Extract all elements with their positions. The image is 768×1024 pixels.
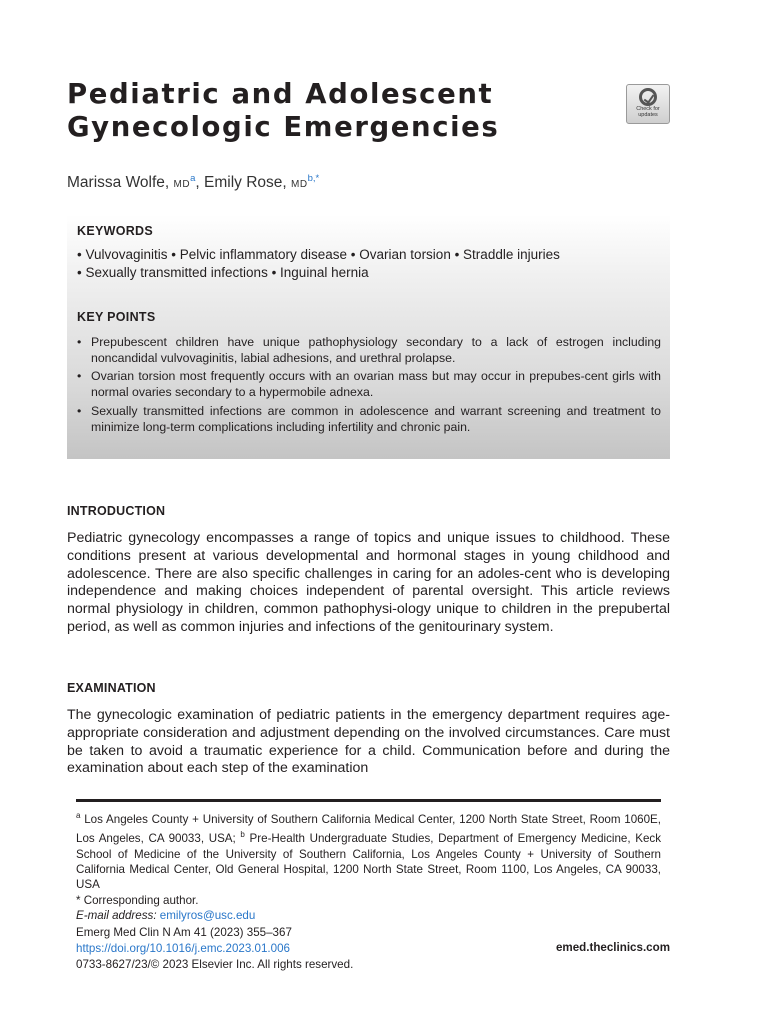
keywords-keypoints-box xyxy=(67,215,670,459)
key-point-item: • Sexually transmitted infections are common in adolescence and warrant screening and treatment to minimize long-term complications including infertility and chronic pain. xyxy=(77,404,661,436)
author-1-degree: MD xyxy=(173,179,191,191)
author-1-name: Marissa Wolfe, xyxy=(67,174,174,192)
email-link[interactable]: emilyros@usc.edu xyxy=(159,909,256,923)
key-point-item: • Ovarian torsion most frequently occurs with an ovarian mass but may occur in prepubes-cent girls with normal ovaries secondary to a hypermobile adnexa. xyxy=(77,369,661,401)
affiliation-b: Pre-Health Undergraduate Studies, Department of Emergency Medicine, Keck School of Medicine of the University of Southern California, Los Angeles County + University of Southern California Medical Center, Old General Hospital, 1200 North State Street, Room 1100, Los Angeles, CA 90033, USA xyxy=(76,832,662,892)
affiliations xyxy=(76,808,661,893)
key-points-heading: KEY POINTS xyxy=(77,310,156,324)
author-2-degree: MD xyxy=(291,179,308,191)
introduction-paragraph: Pediatric gynecology encompasses a range of topics and unique issues to childhood. These conditions present at various developmental and hormonal stages in young childhood and adolescence. There are also specific challenges in caring for an adoles-cent who is developing independence and making choices independent of parental oversight. This article reviews normal physiology in children, common pathophysi-ology unique to children in the prepubertal period, as well as common injuries and infections of the genitourinary system. xyxy=(67,530,670,635)
author-2-affiliation-link[interactable]: b,* xyxy=(307,173,320,184)
key-point-item: • Prepubescent children have unique pathophysiology secondary to a lack of estrogen including noncandidal vulvovaginitis, labial adhesions, and urethral prolapse. xyxy=(77,335,661,367)
article-title xyxy=(67,78,587,144)
check-updates-icon xyxy=(639,88,657,106)
author-2-name: Emily Rose, xyxy=(204,174,292,192)
key-points-list xyxy=(77,335,661,438)
affiliation-a-marker: a xyxy=(76,811,81,820)
badge-label-1: Check for xyxy=(636,106,660,112)
keywords-line-2: • Sexually transmitted infections • Inguinal hernia xyxy=(77,264,369,280)
keywords-line-1: • Vulvovaginitis • Pelvic inflammatory disease • Ovarian torsion • Straddle injuries xyxy=(77,247,560,262)
keywords-heading: KEYWORDS xyxy=(77,224,154,238)
author-line xyxy=(67,173,319,192)
journal-info xyxy=(76,925,353,973)
title-line-1: Pediatric and Adolescent xyxy=(67,78,494,110)
keywords-list xyxy=(77,246,667,281)
affiliation-b-marker: b xyxy=(240,830,245,840)
copyright-line: 0733-8627/23/© 2023 Elsevier Inc. All rights reserved. xyxy=(76,958,354,971)
footnote-divider xyxy=(76,799,661,802)
examination-heading: EXAMINATION xyxy=(67,681,156,695)
email-line xyxy=(76,908,661,923)
introduction-heading: INTRODUCTION xyxy=(67,504,166,518)
title-line-2: Gynecologic Emergencies xyxy=(67,111,500,143)
author-separator: , xyxy=(195,174,205,192)
author-1-affiliation-link[interactable]: a xyxy=(190,173,196,184)
affiliation-a: Los Angeles County + University of Southern California Medical Center, 1200 North State Street, Room 1060E, Los Angeles, CA 90033, USA; xyxy=(76,812,661,846)
check-for-updates-badge[interactable] xyxy=(626,84,670,124)
examination-paragraph: The gynecologic examination of pediatric patients in the emergency department requires age-appropriate consideration and adjustment depending on the involved circumstances. Care must be taken to avoid a traumatic experience for a child. Communication before and during the examination about each step of the examination xyxy=(67,707,670,777)
corresponding-author-note: * Corresponding author. xyxy=(76,893,199,907)
email-label: E-mail address: xyxy=(76,909,157,923)
journal-citation: Emerg Med Clin N Am 41 (2023) 355–367 xyxy=(76,926,292,939)
footnotes xyxy=(76,808,661,924)
badge-label-2: updates xyxy=(638,112,658,118)
doi-link[interactable]: https://doi.org/10.1016/j.emc.2023.01.006 xyxy=(76,942,290,955)
journal-website[interactable]: emed.theclinics.com xyxy=(555,941,670,954)
